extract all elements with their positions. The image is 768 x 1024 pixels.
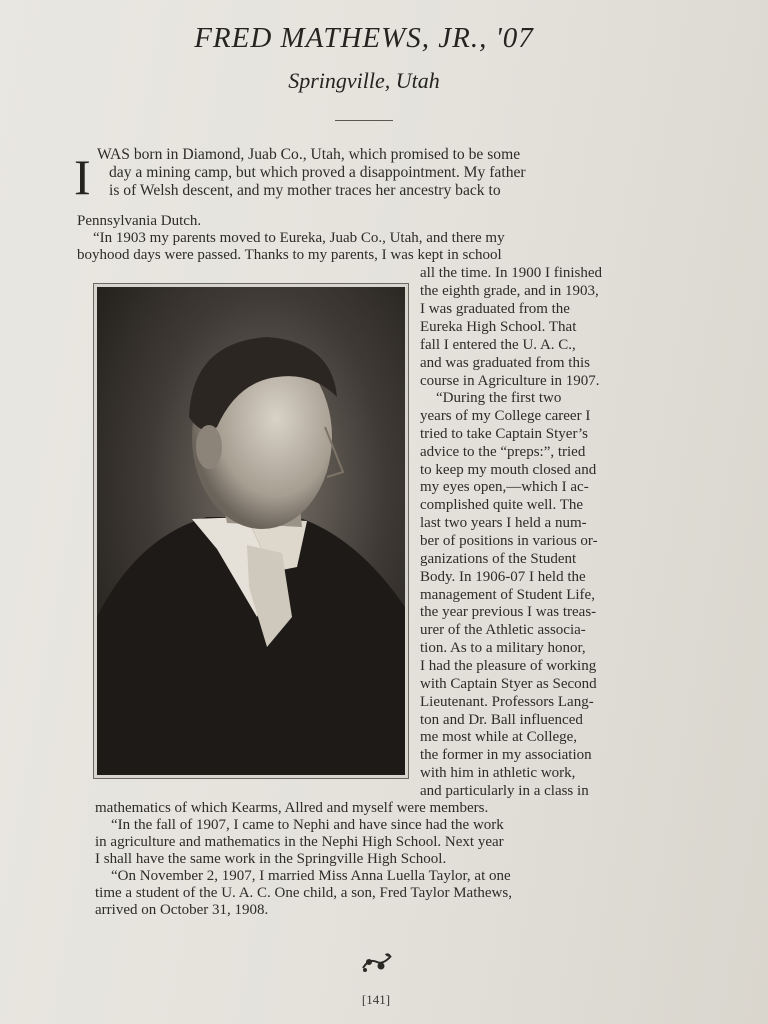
text-line: “In the fall of 1907, I came to Nephi and have since had the work (111, 817, 504, 833)
text-line: ton and Dr. Ball influenced (420, 712, 583, 728)
page-title: FRED MATHEWS, JR., '07 (194, 22, 534, 54)
text-line: management of Student Life, (420, 587, 595, 603)
text-line: time a student of the U. A. C. One child, a son, Fred Taylor Mathews, (95, 885, 512, 901)
text-line: I shall have the same work in the Springville High School. (95, 851, 447, 867)
text-line: tried to take Captain Styer’s (420, 426, 589, 442)
text-line: WAS born in Diamond, Juab Co., Utah, which promised to be some (97, 146, 521, 163)
text-line: “On November 2, 1907, I married Miss Anna Luella Taylor, at one (111, 868, 511, 884)
text-line: my eyes open,—which I ac- (420, 479, 589, 495)
text-line: “In 1903 my parents moved to Eureka, Juab Co., Utah, and there my (93, 230, 505, 246)
text-line: all the time. In 1900 I finished (420, 265, 603, 281)
text-line: I had the pleasure of working (420, 658, 597, 674)
text-line: the former in my association (420, 747, 592, 763)
text-line: and was graduated from this (420, 355, 590, 371)
text-line: years of my College career I (420, 408, 591, 424)
title-divider (335, 120, 393, 121)
text-line: complished quite well. The (420, 497, 584, 513)
text-line: I was graduated from the (420, 301, 570, 317)
text-line: “During the first two (436, 390, 562, 406)
text-line: Lieutenant. Professors Lang- (420, 694, 594, 710)
text-line: tion. As to a military honor, (420, 640, 586, 656)
text-line: boyhood days were passed. Thanks to my parents, I was kept in school (77, 247, 502, 263)
text-line: day a mining camp, but which proved a disappointment. My father (109, 164, 526, 181)
text-line: last two years I held a num- (420, 515, 587, 531)
text-line: the eighth grade, and in 1903, (420, 283, 599, 299)
text-line: with him in athletic work, (420, 765, 576, 781)
text-line: me most while at College, (420, 729, 578, 745)
text-line: advice to the “preps:”, tried (420, 444, 586, 460)
page-subtitle: Springville, Utah (288, 68, 440, 93)
text-line: the year previous I was treas- (420, 604, 597, 620)
text-line: ber of positions in various or- (420, 533, 598, 549)
text-line: arrived on October 31, 1908. (95, 902, 269, 918)
page-number: [141] (361, 992, 391, 1007)
text-line: Pennsylvania Dutch. (77, 213, 202, 229)
text-line: ganizations of the Student (420, 551, 577, 567)
text-line: to keep my mouth closed and (420, 462, 597, 478)
text-line: and particularly in a class in (420, 783, 589, 799)
drop-cap: I (74, 149, 91, 205)
text-line: urer of the Athletic associa- (420, 622, 586, 638)
text-line: mathematics of which Kearms, Allred and myself were members. (95, 800, 489, 816)
text-line: with Captain Styer as Second (420, 676, 597, 692)
text-line: Eureka High School. That (420, 319, 577, 335)
text-line: in agriculture and mathematics in the Nephi High School. Next year (95, 834, 504, 850)
floral-ornament-icon (359, 950, 395, 974)
portrait-photo (93, 283, 409, 779)
text-line: fall I entered the U. A. C., (420, 337, 576, 353)
text-line: course in Agriculture in 1907. (420, 373, 600, 389)
text-line: is of Welsh descent, and my mother traces her ancestry back to (109, 182, 501, 199)
text-line: Body. In 1906-07 I held the (420, 569, 586, 585)
portrait-illustration (97, 287, 405, 775)
